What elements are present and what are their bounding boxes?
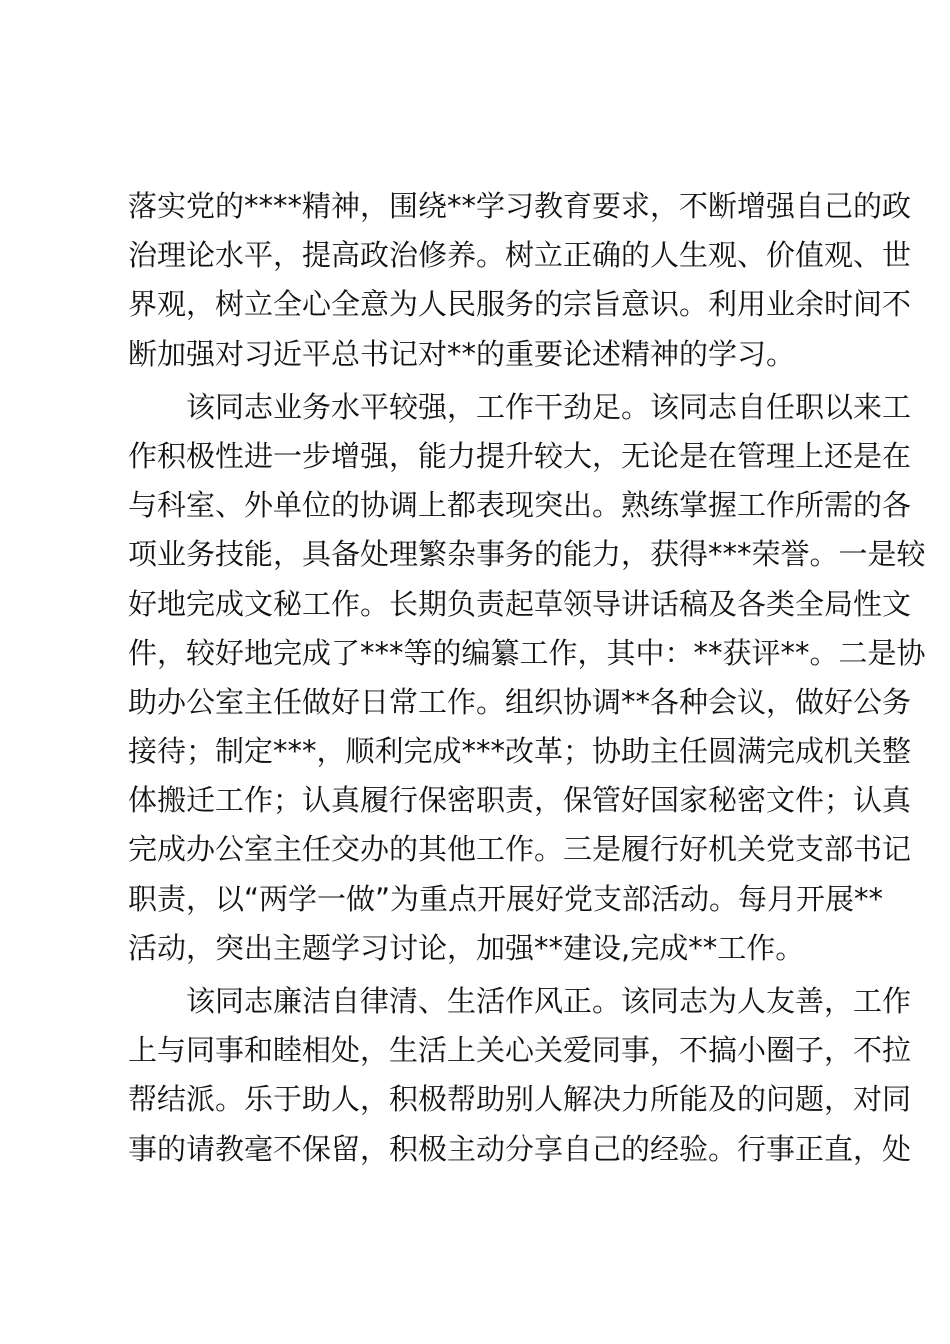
text-line: 作积极性进一步增强，能力提升较大，无论是在管理上还是在: [128, 438, 912, 473]
text-line: 帮结派。乐于助人，积极帮助别人解决力所能及的问题，对同: [128, 1082, 912, 1117]
text-line: 接待；制定***，顺利完成***改革；协助主任圆满完成机关整: [128, 734, 912, 769]
text-line: 上与同事和睦相处，生活上关心关爱同事，不搞小圈子，不拉: [128, 1033, 912, 1068]
text-line: 职责，以“两学一做”为重点开展好党支部活动。每月开展**: [128, 881, 884, 916]
text-line: 断加强对习近平总书记对**的重要论述精神的学习。: [128, 336, 796, 371]
text-line: 好地完成文秘工作。长期负责起草领导讲话稿及各类全局性文: [128, 586, 912, 621]
text-line: 活动，突出主题学习讨论，加强**建设,完成**工作。: [128, 930, 805, 965]
text-line: 完成办公室主任交办的其他工作。三是履行好机关党支部书记: [128, 832, 912, 867]
text-line: 界观，树立全心全意为人民服务的宗旨意识。利用业余时间不: [128, 287, 912, 322]
text-line: 落实党的****精神，围绕**学习教育要求，不断增强自己的政: [128, 189, 912, 223]
paragraph-integrity-conduct: [128, 977, 912, 1174]
text-line: 事的请教毫不保留，积极主动分享自己的经验。行事正直，处: [128, 1131, 912, 1166]
paragraph-political-study: [128, 182, 912, 379]
text-line: 治理论水平，提高政治修养。树立正确的人生观、价值观、世: [128, 238, 912, 273]
text-line: 件，较好地完成了***等的编纂工作，其中：**获评**。二是协: [128, 635, 926, 670]
text-line: 体搬迁工作；认真履行保密职责，保管好国家秘密文件；认真: [128, 783, 912, 818]
text-line: 项业务技能，具备处理繁杂事务的能力，获得***荣誉。一是较: [128, 537, 926, 572]
text-line: 助办公室主任做好日常工作。组织协调**各种会议，做好公务: [128, 684, 912, 719]
text-line: 该同志廉洁自律清、生活作风正。该同志为人友善，工作: [186, 984, 912, 1018]
text-line: 与科室、外单位的协调上都表现突出。熟练掌握工作所需的各: [128, 488, 912, 523]
document-body: [128, 182, 926, 1174]
paragraph-work-performance: [128, 383, 926, 973]
text-line: 该同志业务水平较强，工作干劲足。该同志自任职以来工: [186, 389, 912, 424]
